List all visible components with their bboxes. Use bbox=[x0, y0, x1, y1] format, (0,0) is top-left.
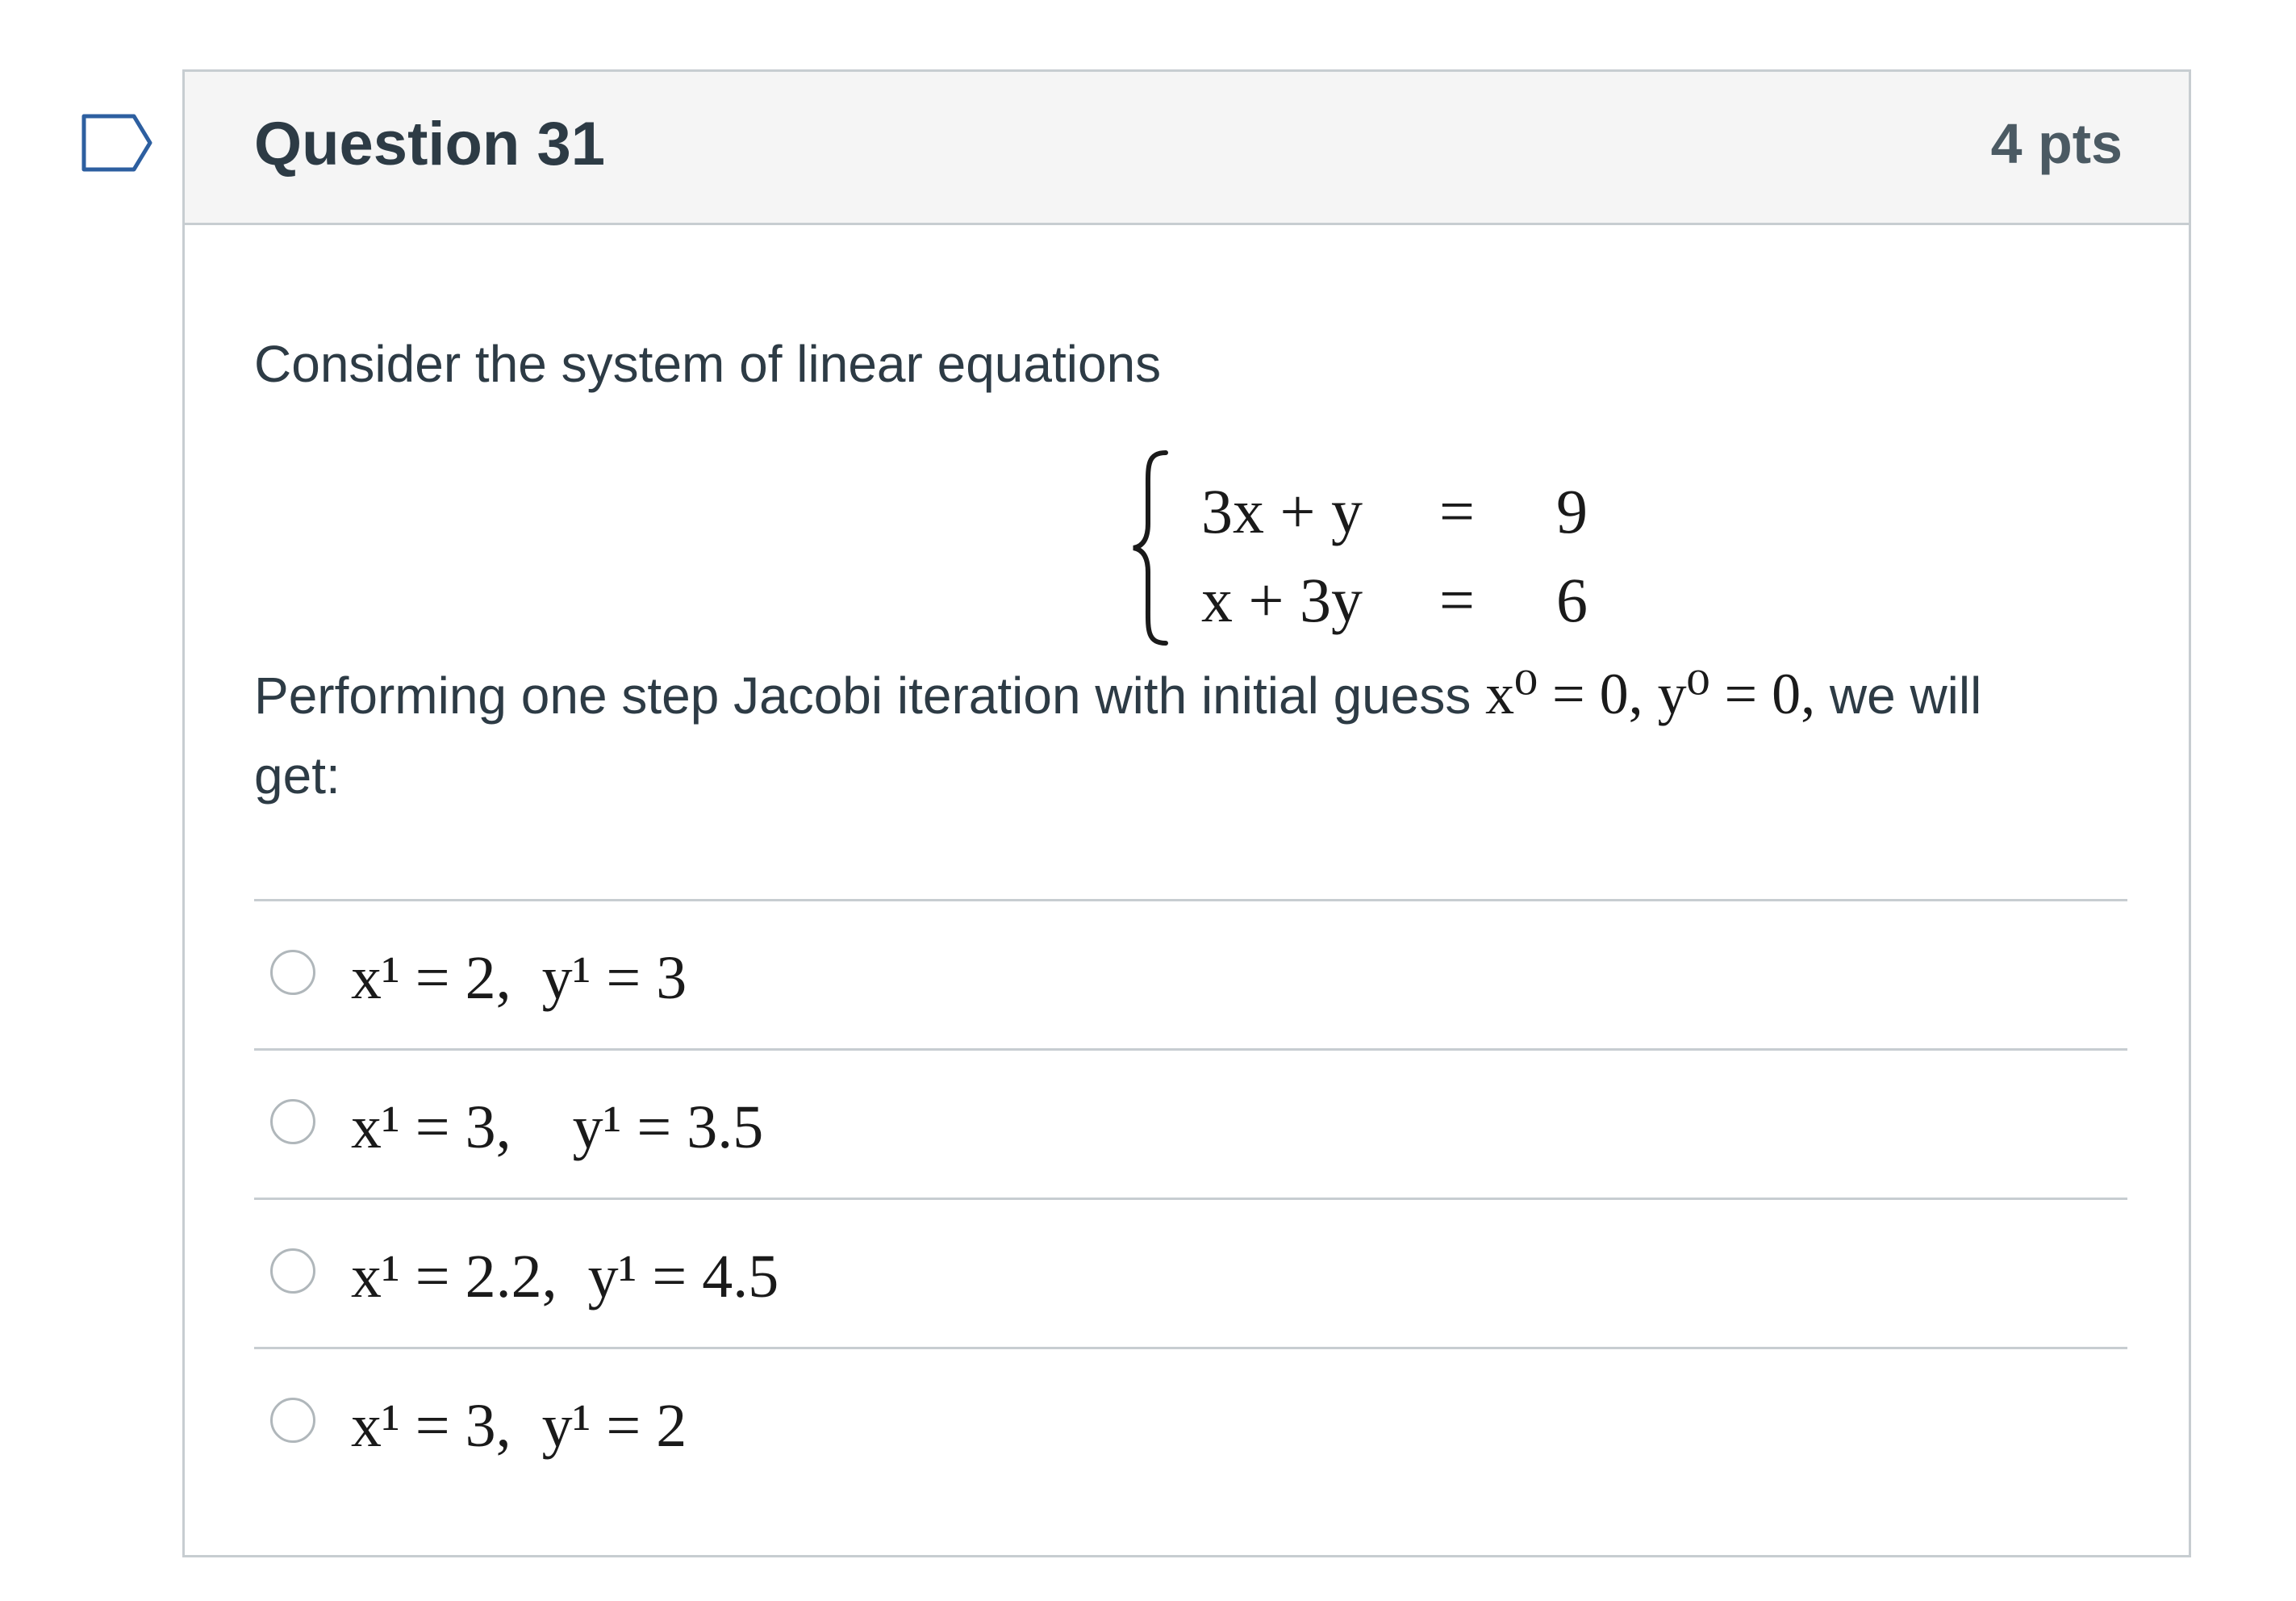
equation-system bbox=[1129, 443, 1588, 653]
radio-button-icon[interactable] bbox=[270, 1248, 315, 1294]
equation-rhs: 6 bbox=[1556, 565, 1588, 635]
equation-lhs: 3x + y bbox=[1201, 476, 1363, 546]
initial-guess: x⁰ = 0, y⁰ = 0, bbox=[1485, 662, 1816, 726]
question-title: Question 31 bbox=[254, 110, 605, 178]
answer-option[interactable] bbox=[254, 1351, 2127, 1496]
option-divider bbox=[254, 1347, 2127, 1349]
answer-option[interactable] bbox=[254, 1202, 2127, 1347]
flag-question-icon[interactable] bbox=[81, 113, 153, 173]
answer-option[interactable] bbox=[254, 1052, 2127, 1198]
equation-lhs: x + 3y bbox=[1201, 565, 1363, 635]
equation-sign: = bbox=[1439, 476, 1475, 546]
option-text: x¹ = 2.2, y¹ = 4.5 bbox=[351, 1243, 779, 1310]
option-divider bbox=[254, 899, 2127, 901]
option-text: x¹ = 3, y¹ = 3.5 bbox=[351, 1093, 764, 1161]
instruction-tail: we will bbox=[1829, 667, 1982, 725]
option-text: x¹ = 2, y¹ = 3 bbox=[351, 944, 687, 1012]
question-points: 4 pts bbox=[1990, 112, 2123, 175]
option-divider bbox=[254, 1048, 2127, 1051]
equation-rhs: 9 bbox=[1556, 476, 1588, 546]
prompt-instruction bbox=[254, 662, 1982, 726]
radio-button-icon[interactable] bbox=[270, 1398, 315, 1443]
instruction-wrap: get: bbox=[254, 746, 340, 805]
question-card bbox=[182, 69, 2191, 1557]
answer-option[interactable] bbox=[254, 903, 2127, 1048]
radio-button-icon[interactable] bbox=[270, 1099, 315, 1144]
option-divider bbox=[254, 1198, 2127, 1200]
option-text: x¹ = 3, y¹ = 2 bbox=[351, 1392, 687, 1460]
instruction-text: Performing one step Jacobi iteration with initial guess bbox=[254, 667, 1472, 725]
question-header bbox=[185, 72, 2189, 225]
radio-button-icon[interactable] bbox=[270, 950, 315, 995]
equation-sign: = bbox=[1439, 565, 1475, 635]
left-brace-icon bbox=[1129, 443, 1177, 653]
prompt-intro: Consider the system of linear equations bbox=[254, 335, 1162, 393]
